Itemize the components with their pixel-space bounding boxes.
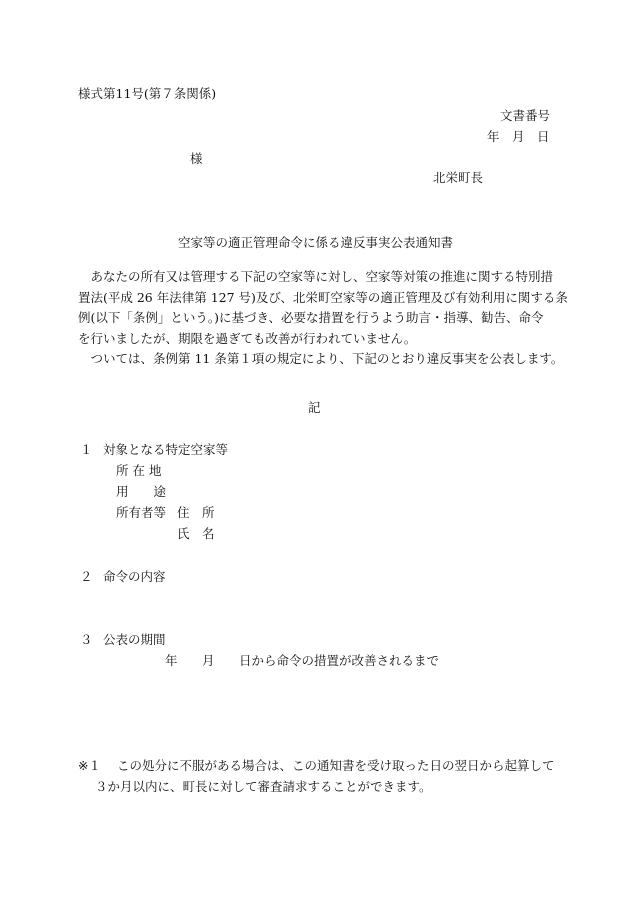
addressee-suffix: 様 [190,151,203,166]
name-label: 氏 名 [177,526,215,541]
item1-title: 対象となる特定空家等 [103,442,229,457]
use-label: 用 途 [116,484,167,499]
body-line: 例(以下「条例」という。)に基づき、必要な措置を行うよう助言・指導、勧告、命令 [78,310,544,325]
owner-label: 所有者等 [116,505,167,520]
item3-number: ３ [80,632,93,647]
body-line: 置法(平成 26 年法律第 127 号)及び、北栄町空家等の適正管理及び有効利用に関する条 [78,289,568,305]
note-line-1: この処分に不服がある場合は、この通知書を受け取った日の翌日から起算して [117,758,555,773]
period-month: 月 [202,653,215,668]
item1-number: １ [80,442,93,457]
form-number: 様式第11号(第７条関係) [78,86,217,101]
item3-title: 公表の期間 [103,632,166,647]
item2-title: 命令の内容 [103,569,166,584]
date-line: 年 月 日 [487,129,550,144]
body-line: ついては、条例第 11 条第１項の規定により、下記のとおり違反事実を公表します。 [78,351,564,366]
period-text: 日から命令の措置が改善されるまで [239,653,440,668]
sender-name: 北栄町長 [433,170,484,185]
body-paragraph [78,267,568,370]
location-label: 所 在 地 [116,463,162,478]
item2-number: ２ [80,569,93,584]
body-line: を行いましたが、期限を過ぎても改善が行われていません。 [78,330,417,346]
document-title: 空家等の適正管理命令に係る違反事実公表通知書 [178,235,454,250]
body-line: あなたの所有又は管理する下記の空家等に対し、空家等対策の推進に関する特別措 [78,269,554,284]
ki-heading: 記 [308,400,321,415]
note-line-2: ３か月以内に、町長に対して審査請求することができます。 [95,779,432,794]
address-label: 住 所 [177,505,215,520]
note-mark: ※１ [78,758,101,773]
period-year: 年 [165,653,178,668]
document-number-label: 文書番号 [500,108,551,123]
